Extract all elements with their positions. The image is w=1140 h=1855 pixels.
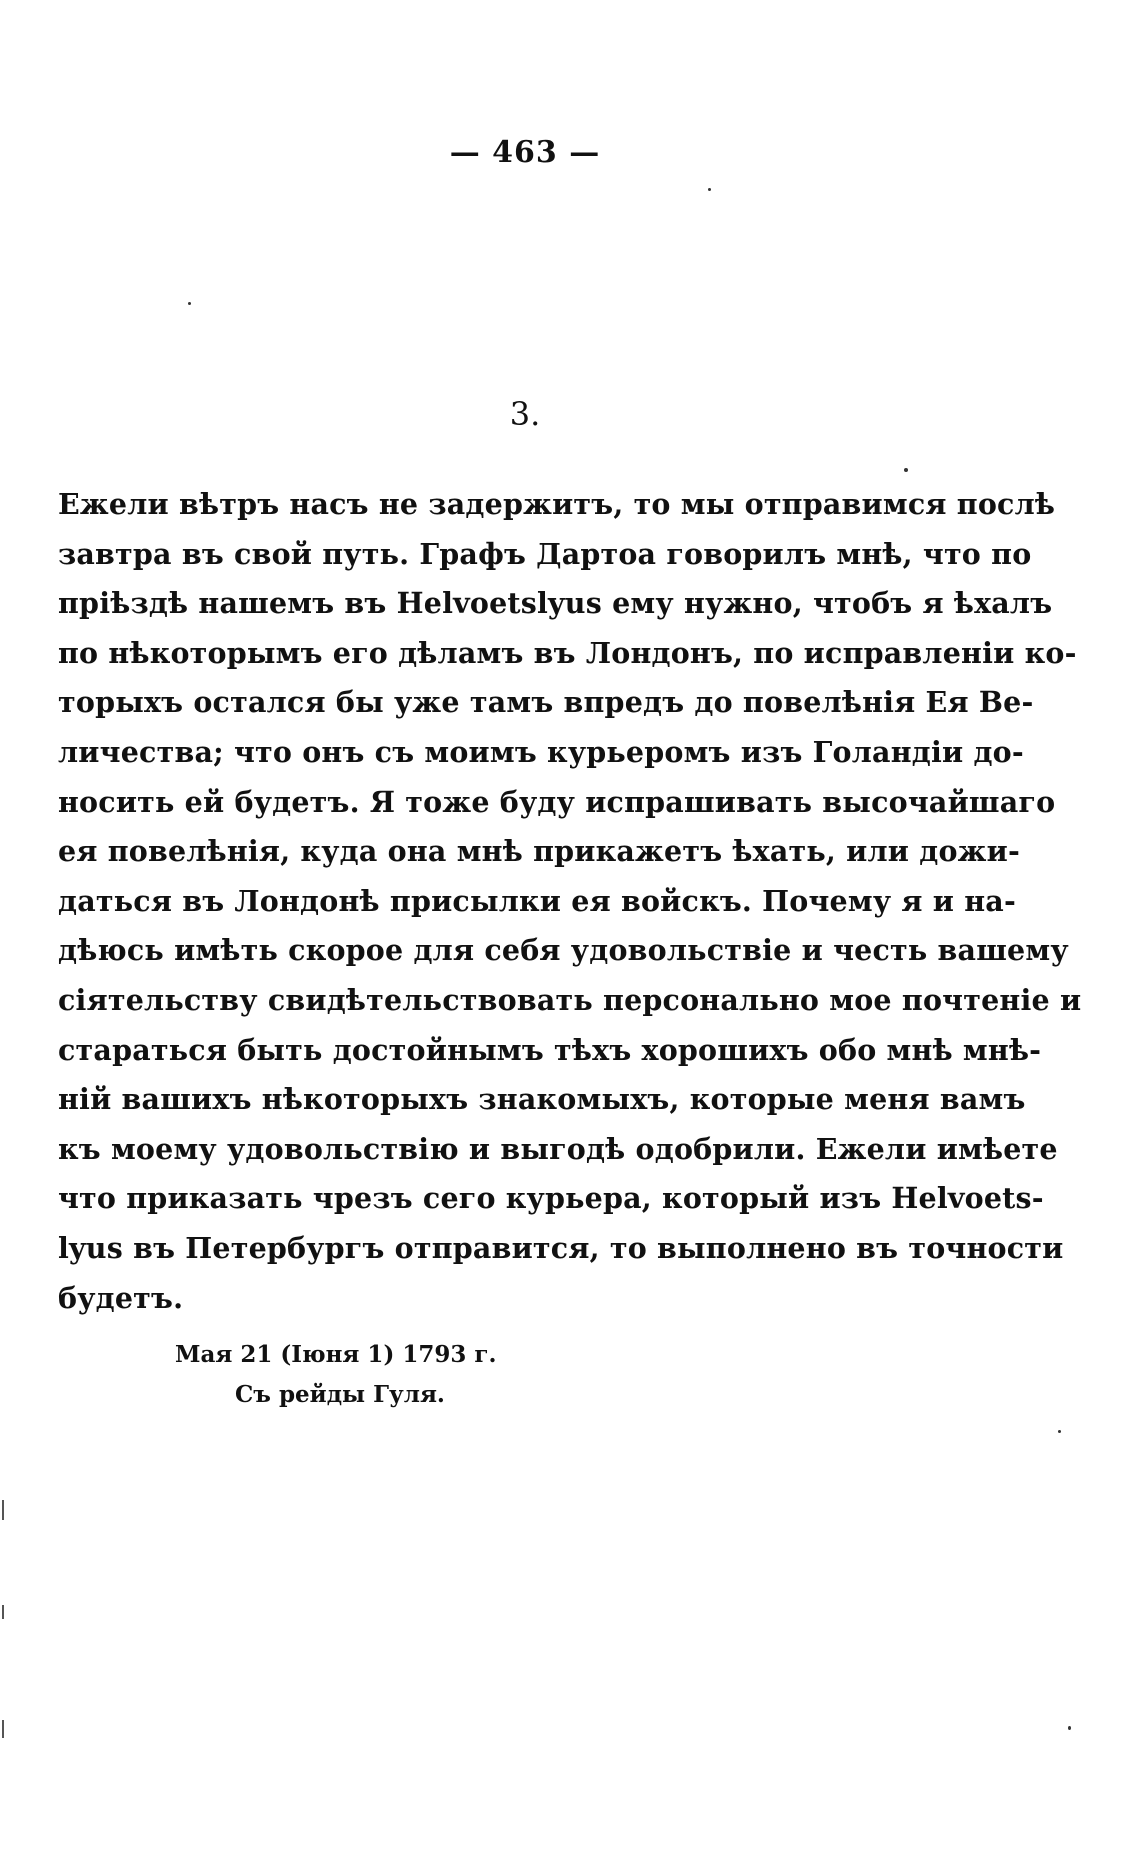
scan-speck — [188, 302, 191, 305]
text-line: Ежели вѣтръ насъ не задержитъ, то мы отправимся послѣ — [58, 487, 1056, 521]
text-line: что приказать чрезъ сего курьера, который изъ Helvoets- — [58, 1181, 1044, 1216]
text-line: личества; что онъ съ моимъ курьеромъ изъ Голандіи до- — [58, 734, 1024, 769]
text-line: сіятельству свидѣтельствовать персонально мое почтеніе и — [58, 982, 1082, 1017]
text-line: къ моему удовольствію и выгодѣ одобрили. Ежели имѣете — [58, 1131, 1058, 1166]
letter-signoff — [175, 1335, 496, 1415]
scan-edge-mark — [2, 1605, 4, 1619]
text-line: завтра въ свой путь. Графъ Дартоа говорилъ мнѣ, что по — [58, 536, 1032, 571]
scan-speck — [904, 468, 908, 472]
text-line: ея повелѣнія, куда она мнѣ прикажетъ ѣхать, или дожи- — [58, 834, 1020, 869]
text-line: носить ей будетъ. Я тоже буду испрашивать высочайшаго — [58, 784, 1056, 819]
letter-body — [58, 480, 1082, 1323]
text-line: lyus въ Петербургъ отправится, то выполнено въ точности — [58, 1230, 1064, 1265]
scan-speck — [708, 188, 711, 191]
text-line: стараться быть достойнымъ тѣхъ хорошихъ обо мнѣ мнѣ- — [58, 1032, 1042, 1067]
text-line: будетъ. — [58, 1280, 184, 1315]
letter-date: Мая 21 (Іюня 1) 1793 г. — [175, 1341, 497, 1368]
scan-speck — [1058, 1430, 1061, 1433]
text-line: ній вашихъ нѣкоторыхъ знакомыхъ, которые меня вамъ — [58, 1082, 1026, 1117]
letter-place: Съ рейды Гуля. — [235, 1381, 445, 1408]
page-number: — 463 — — [449, 135, 601, 170]
section-number: 3. — [509, 395, 541, 433]
scan-edge-mark — [2, 1500, 4, 1520]
text-line: по нѣкоторымъ его дѣламъ въ Лондонъ, по исправленіи ко- — [58, 635, 1077, 670]
scan-edge-mark — [2, 1720, 4, 1738]
text-line: торыхъ остался бы уже тамъ впредъ до повелѣнія Ея Ве- — [58, 685, 1034, 720]
text-line: дѣюсь имѣть скорое для себя удовольствіе и честь вашему — [58, 933, 1069, 968]
scan-speck — [1068, 1726, 1071, 1730]
text-line: пріѣздѣ нашемъ въ Helvoetslyus ему нужно, чтобъ я ѣхалъ — [58, 586, 1053, 621]
text-line: даться въ Лондонѣ присылки ея войскъ. Почему я и на- — [58, 883, 1016, 918]
